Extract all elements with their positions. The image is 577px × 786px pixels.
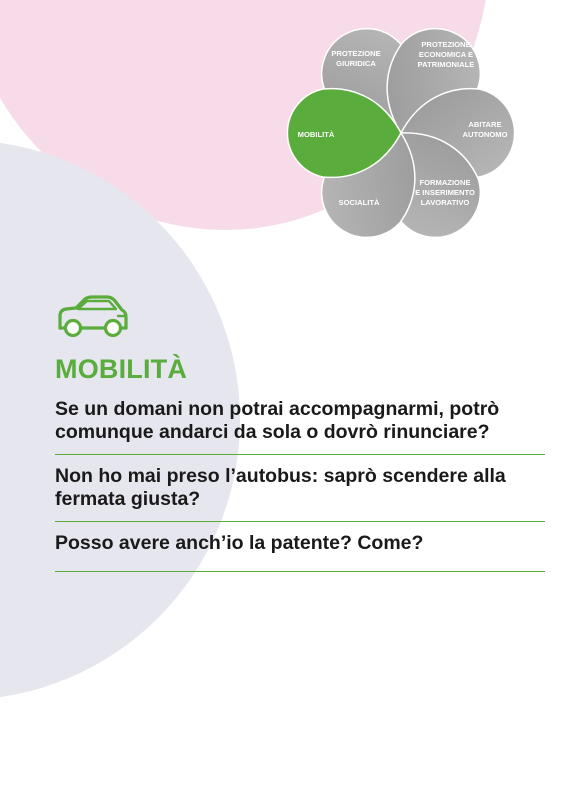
petal-label: ABITARE — [468, 120, 502, 129]
petal-label: MOBILITÀ — [297, 130, 335, 139]
petal-label: FORMAZIONE — [419, 178, 471, 187]
petal-label: AUTONOMO — [462, 130, 508, 139]
petal-label: E INSERIMENTO — [415, 188, 475, 197]
petal-label: PATRIMONIALE — [417, 60, 475, 69]
question-item: Se un domani non potrai accompagnarmi, potrò comunque andarci da sola o dovrò rinunciare? — [55, 398, 545, 455]
topics-flower-diagram — [266, 12, 536, 257]
question-list — [55, 398, 545, 572]
petal-label: PROTEZIONE — [421, 40, 471, 49]
petal-label: LAVORATIVO — [420, 198, 470, 207]
section-title: MOBILITÀ — [55, 354, 188, 384]
petal-label: GIURIDICA — [336, 59, 376, 68]
question-item: Non ho mai preso l’autobus: saprò scendere alla fermata giusta? — [55, 465, 545, 522]
petal-label: ECONOMICA E — [418, 50, 474, 59]
petal-label: PROTEZIONE — [331, 49, 381, 58]
petal-label: SOCIALITÀ — [338, 198, 380, 207]
question-item: Posso avere anch’io la patente? Come? — [55, 532, 545, 572]
car-icon — [54, 294, 128, 338]
